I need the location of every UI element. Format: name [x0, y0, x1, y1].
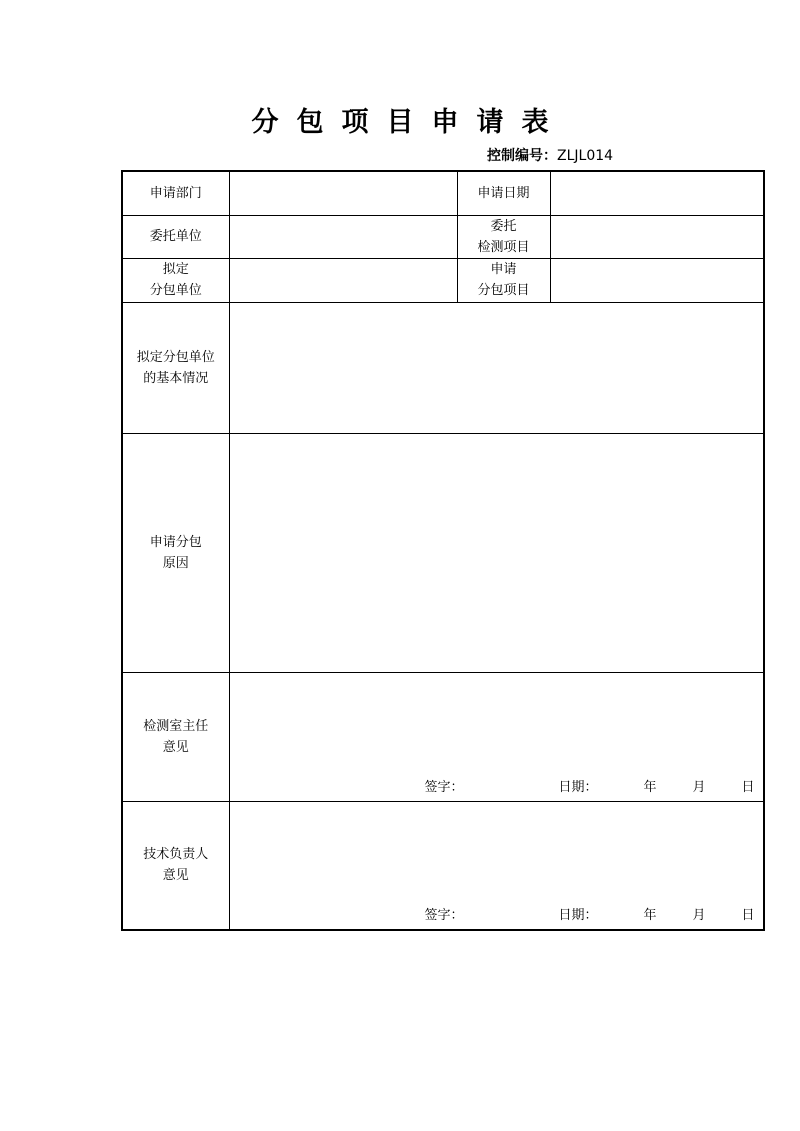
field-tech-lead-opinion[interactable]	[229, 801, 764, 930]
label-tech-lead-opinion: 技术负责人 意见	[122, 801, 229, 930]
row-director-opinion	[122, 672, 764, 801]
row-client	[122, 215, 764, 258]
form-title: 分包项目申请表	[251, 107, 567, 138]
field-subcontract-items[interactable]	[550, 258, 764, 302]
row-basic-info	[122, 302, 764, 433]
label-department: 申请部门	[122, 171, 229, 215]
day-label: 日	[741, 908, 755, 923]
label-client-unit: 委托单位	[122, 215, 229, 258]
field-entrusted-items[interactable]	[550, 215, 764, 258]
director-signature-line	[230, 777, 764, 793]
field-proposed-subcontractor[interactable]	[229, 258, 457, 302]
field-department[interactable]	[229, 171, 457, 215]
year-label: 年	[643, 779, 657, 795]
field-apply-date[interactable]	[550, 171, 764, 215]
field-subcontract-reason[interactable]	[229, 433, 764, 672]
field-client-unit[interactable]	[229, 215, 457, 258]
row-tech-opinion	[122, 801, 764, 930]
field-director-opinion[interactable]	[229, 672, 764, 801]
label-proposed-subcontractor: 拟定 分包单位	[122, 258, 229, 302]
label-subcontractor-basic-info: 拟定分包单位 的基本情况	[122, 302, 229, 433]
signature-label: 签字：	[424, 779, 464, 795]
label-entrusted-items: 委托 检测项目	[457, 215, 550, 258]
label-apply-date: 申请日期	[457, 171, 550, 215]
label-subcontract-items: 申请 分包项目	[457, 258, 550, 302]
month-label: 月	[692, 908, 706, 923]
date-label: 日期：	[558, 908, 598, 923]
row-subcontract	[122, 258, 764, 302]
signature-label: 签字：	[424, 908, 464, 923]
application-form-table	[121, 170, 765, 931]
date-label: 日期：	[558, 779, 598, 795]
day-label: 日	[741, 779, 755, 795]
label-subcontract-reason: 申请分包 原因	[122, 433, 229, 672]
row-department	[122, 171, 764, 215]
label-director-opinion: 检测室主任 意见	[122, 672, 229, 801]
tech-signature-line	[230, 905, 764, 921]
year-label: 年	[643, 908, 657, 923]
control-number-label: 控制编号：	[487, 148, 557, 164]
control-number	[487, 145, 613, 165]
row-reason	[122, 433, 764, 672]
field-subcontractor-basic-info[interactable]	[229, 302, 764, 433]
month-label: 月	[692, 779, 706, 795]
control-number-value: ZLJL014	[557, 148, 614, 164]
